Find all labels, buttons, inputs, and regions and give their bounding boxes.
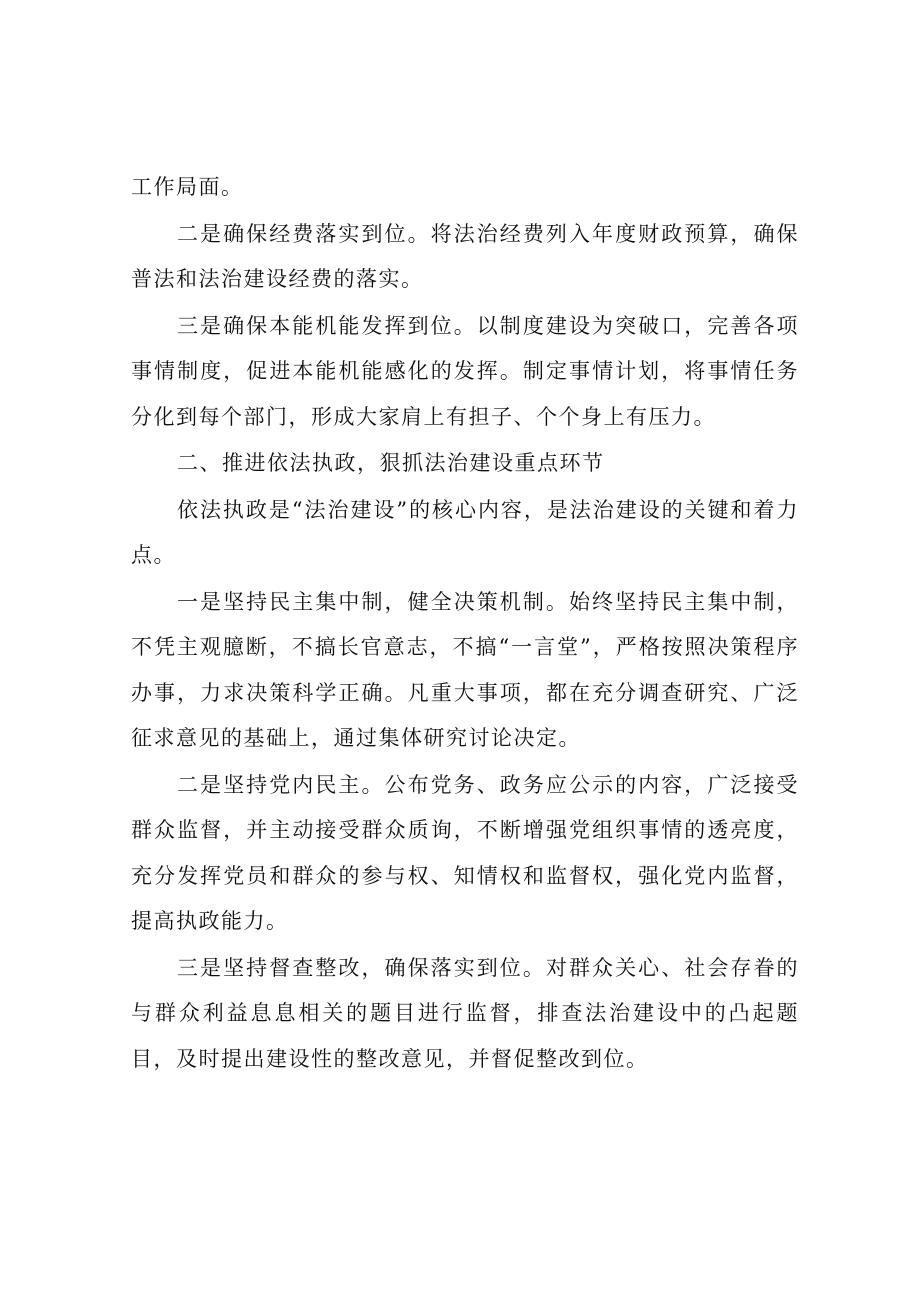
paragraph-intro: 依法执政是“法治建设”的核心内容，是法治建设的关键和着力点。 xyxy=(131,497,799,567)
paragraph-inner-party-democracy: 二是坚持党内民主。公布党务、政务应公示的内容，广泛接受群众监督，并主动接受群众质询，不断增强党组织事情的透亮度，充分发挥党员和群众的参与权、知情权和监督权，强化党内监督，提高执政能力。 xyxy=(131,772,799,933)
paragraph-continuation: 工作局面。 xyxy=(131,175,244,199)
section-heading: 二、推进依法执政，狠抓法治建设重点环节 xyxy=(177,451,605,475)
paragraph-functions: 三是确保本能机能发挥到位。以制度建设为突破口，完善各项事情制度，促进本能机能感化的发挥。制定事情计划，将事情任务分化到每个部门，形成大家肩上有担子、个个身上有压力。 xyxy=(131,313,799,429)
document-body xyxy=(131,165,799,1083)
paragraph-supervision: 三是坚持督查整改，确保落实到位。对群众关心、社会存眷的与群众利益息息相关的题目进行监督，排查法治建设中的凸起题目，及时提出建设性的整改意见，并督促整改到位。 xyxy=(131,955,799,1071)
paragraph-democratic-centralism: 一是坚持民主集中制，健全决策机制。始终坚持民主集中制，不凭主观臆断，不搞长官意志，不搞“一言堂”，严格按照决策程序办事，力求决策科学正确。凡重大事项，都在充分调查研究、广泛征求意见的基础上，通过集体研究讨论决定。 xyxy=(131,589,799,750)
paragraph-funding: 二是确保经费落实到位。将法治经费列入年度财政预算，确保普法和法治建设经费的落实。 xyxy=(131,221,799,291)
